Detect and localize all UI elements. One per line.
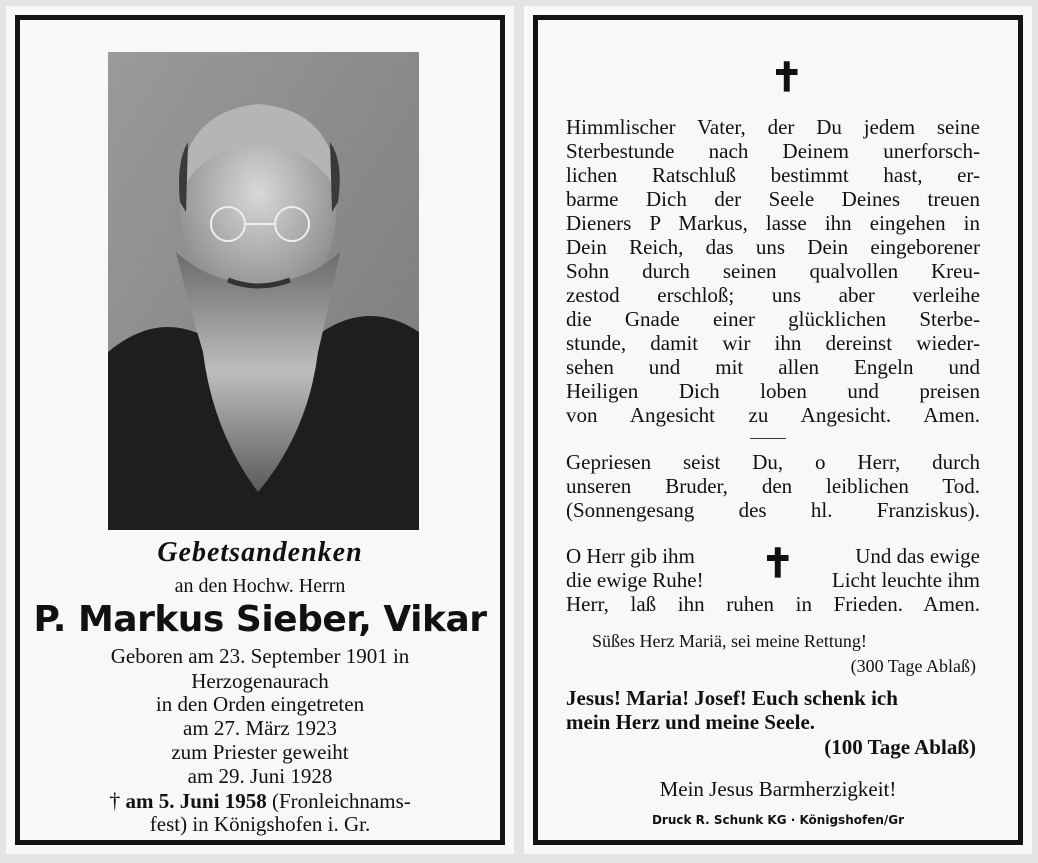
eternal-rest-prayer xyxy=(566,540,980,616)
eternal-rest-right-2: Licht leuchte ihm xyxy=(831,568,980,592)
canticle-line: (Sonnengesang des hl. Franziskus). xyxy=(566,498,980,522)
prayer-line: stunde, damit wir ihn dereinst wieder- xyxy=(566,331,980,355)
portrait-photo xyxy=(108,52,419,530)
printer-imprint: Druck R. Schunk KG · Königshofen/Gr xyxy=(651,813,905,827)
mercy-invocation: Mein Jesus Barmherzigkeit! xyxy=(659,777,897,801)
prayer-line: barme Dich der Seele Deines treuen xyxy=(566,187,980,211)
birth-line: Geboren am 23. September 1901 in xyxy=(110,644,410,668)
canticle-quote xyxy=(566,450,980,522)
prayer-line: Sterbestunde nach Deinem unerforsch- xyxy=(566,139,980,163)
death-place: fest) in Königshofen i. Gr. xyxy=(149,812,371,836)
eternal-rest-left-2: die ewige Ruhe! xyxy=(566,568,704,592)
portrait-illustration xyxy=(108,52,419,530)
prayer-line: sehen und mit allen Engeln und xyxy=(566,355,980,379)
ordination-line: zum Priester geweiht xyxy=(171,740,349,764)
death-line xyxy=(24,790,496,812)
indulgence-100: (100 Tage Ablaß) xyxy=(824,735,976,759)
indulgence-300: (300 Tage Ablaß) xyxy=(850,656,976,676)
memorial-card-back xyxy=(524,6,1032,854)
death-prefix: am xyxy=(125,789,154,813)
memorial-card-front xyxy=(6,6,514,854)
prayer-line: Heiligen Dich loben und preisen xyxy=(566,379,980,403)
jmj-line-2: mein Herz und meine Seele. xyxy=(566,710,816,734)
ejaculation-mary: Süßes Herz Mariä, sei meine Rettung! xyxy=(592,631,867,651)
prayer-line: zestod erschloß; uns aber verleihe xyxy=(566,283,980,307)
card-title: Gebetsandenken xyxy=(157,537,363,568)
eternal-rest-left-1: O Herr gib ihm xyxy=(566,544,695,568)
jmj-line-1: Jesus! Maria! Josef! Euch schenk ich xyxy=(566,686,898,710)
death-date: 5. Juni 1958 xyxy=(158,789,267,813)
dedication-line: an den Hochw. Herrn xyxy=(174,575,346,597)
order-entry-line: in den Orden eingetreten xyxy=(155,692,365,716)
prayer-line: Dein Reich, das uns Dein eingeborener xyxy=(566,235,980,259)
prayer-line: Sohn durch seinen qualvollen Kreu- xyxy=(566,259,980,283)
dagger-icon: † xyxy=(109,788,121,813)
order-entry-date: am 27. März 1923 xyxy=(183,716,337,740)
prayer-line: Dieners P Markus, lasse ihn eingehen in xyxy=(566,211,980,235)
eternal-rest-right-1: Und das ewige xyxy=(855,544,980,568)
deceased-name: P. Markus Sieber, Vikar xyxy=(33,599,487,640)
prayer-line: von Angesicht zu Angesicht. Amen. xyxy=(566,403,980,427)
divider-rule xyxy=(750,438,786,439)
death-suffix: (Fronleichnams- xyxy=(271,789,411,813)
small-cross-icon: ✝ xyxy=(761,540,795,587)
canticle-line: Gepriesen seist Du, o Herr, durch xyxy=(566,450,980,474)
canticle-line: unseren Bruder, den leiblichen Tod. xyxy=(566,474,980,498)
prayer-line: die Gnade einer glücklichen Sterbe- xyxy=(566,307,980,331)
prayer-text xyxy=(566,115,980,427)
ordination-date: am 29. Juni 1928 xyxy=(187,764,333,788)
birth-place: Herzogenaurach xyxy=(191,669,329,693)
prayer-line: Himmlischer Vater, der Du jedem seine xyxy=(566,115,980,139)
eternal-rest-line-3: Herr, laß ihn ruhen in Frieden. Amen. xyxy=(566,592,980,616)
prayer-line: lichen Ratschluß bestimmt hast, er- xyxy=(566,163,980,187)
cross-icon: ✝ xyxy=(770,54,804,101)
